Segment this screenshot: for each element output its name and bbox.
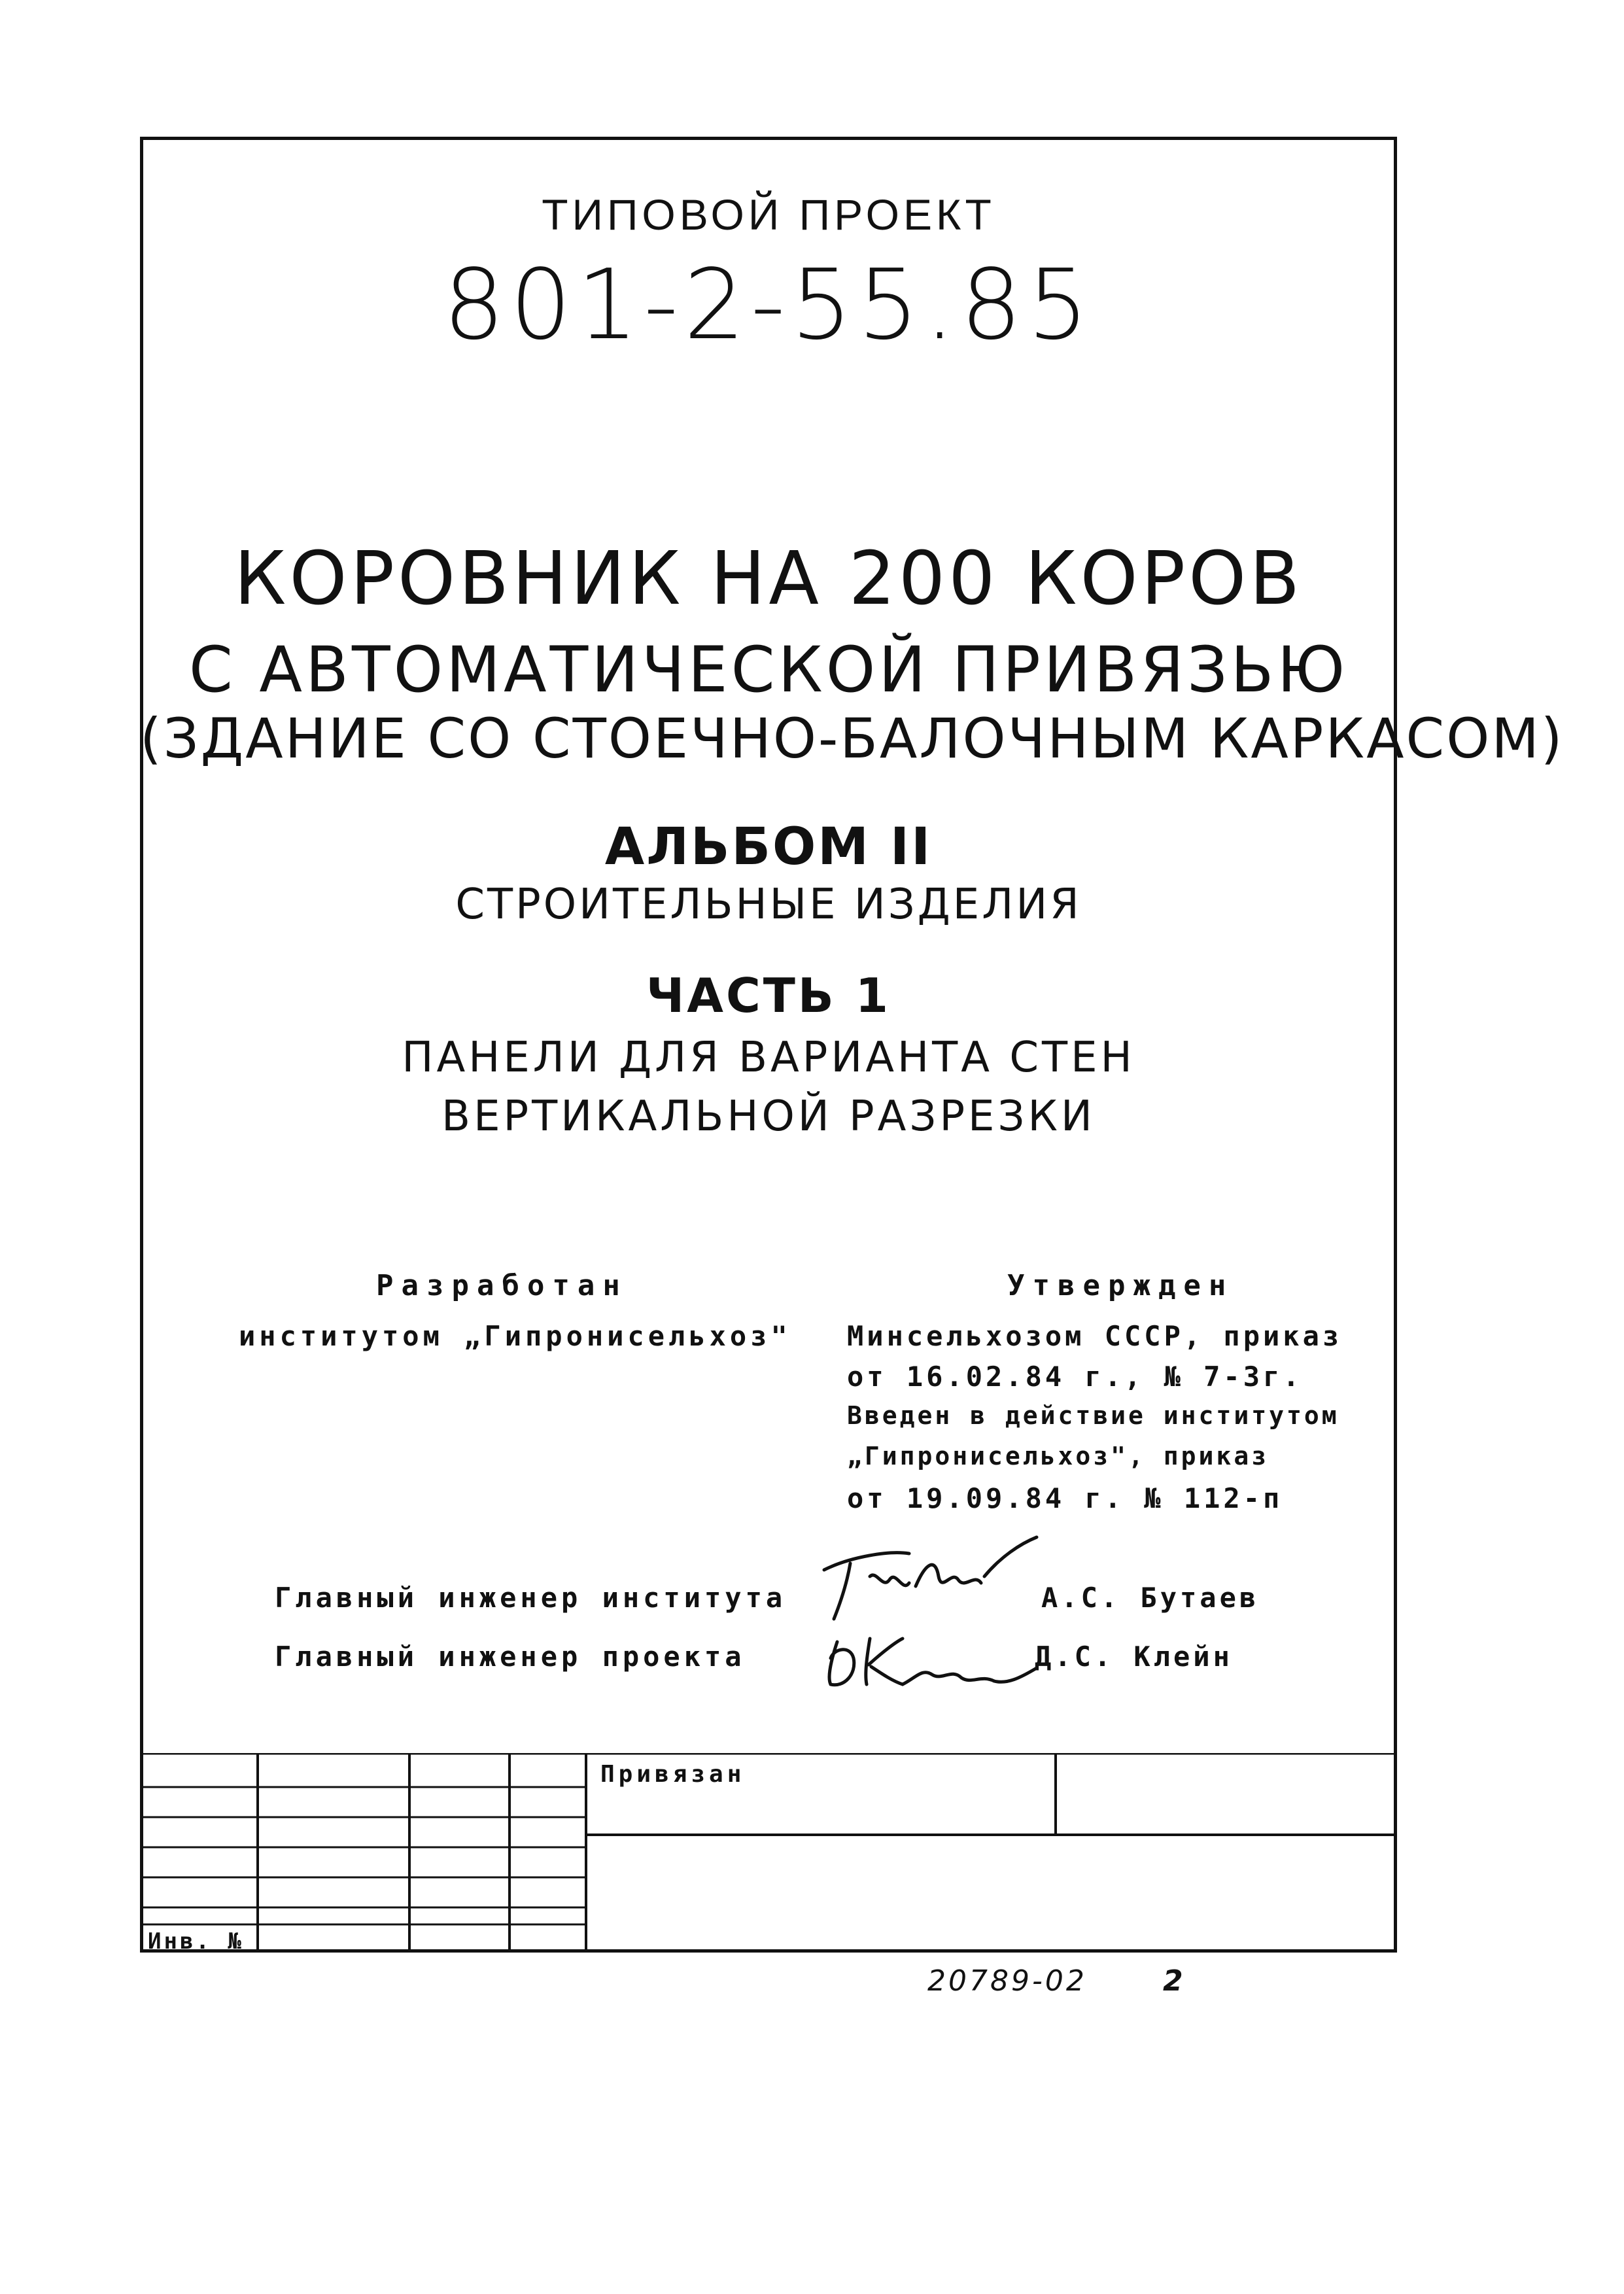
title-line-2: С АВТОМАТИЧЕСКОЙ ПРИВЯЗЬЮ [188, 633, 1349, 706]
album-subtitle: СТРОИТЕЛЬНЫЕ ИЗДЕЛИЯ [455, 880, 1082, 929]
project-type: ТИПОВОЙ ПРОЕКТ [542, 190, 995, 239]
signature-name-2: Д.С. Клейн [1035, 1641, 1233, 1673]
title-line-1: КОРОВНИК НА 200 КОРОВ [233, 536, 1304, 621]
signature-name-1: А.С. Бутаев [1041, 1582, 1260, 1614]
project-number: 801-2-55.85 [443, 249, 1094, 361]
album-label: АЛЬБОМ II [604, 818, 933, 877]
signature-role-1: Главный инженер института [275, 1582, 787, 1614]
footer-code: 20789-02 [927, 1964, 1087, 1998]
stamp-table [140, 1753, 1397, 1953]
footer-sheet-number: 2 [1163, 1964, 1186, 1998]
part-label: ЧАСТЬ 1 [646, 968, 891, 1023]
inventory-label: Инв. № [148, 1928, 244, 1955]
binding-label: Привязан [600, 1761, 746, 1788]
signature-role-2: Главный инженер проекта [275, 1641, 746, 1673]
part-subtitle-line-1: ПАНЕЛИ ДЛЯ ВАРИАНТА СТЕН [402, 1034, 1135, 1082]
part-subtitle-line-2: ВЕРТИКАЛЬНОЙ РАЗРЕЗКИ [441, 1092, 1096, 1141]
handwritten-signature-2 [811, 1622, 1046, 1701]
approved-line-3: Введен в действие институтом [847, 1401, 1339, 1430]
title-line-3: (ЗДАНИЕ СО СТОЕЧНО-БАЛОЧНЫМ КАРКАСОМ) [140, 706, 1564, 771]
approved-line-2: от 16.02.84 г., № 7-3г. [847, 1361, 1303, 1393]
approved-line-4: „Гипронисельхоз", приказ [847, 1442, 1270, 1470]
approved-heading: Утвержден [1007, 1269, 1234, 1302]
approved-line-5: от 19.09.84 г. № 112-п [847, 1482, 1283, 1514]
approved-line-1: Минсельхозом СССР, приказ [847, 1320, 1343, 1352]
handwritten-signature-1 [811, 1531, 1046, 1629]
developed-by: институтом „Гипронисельхоз" [239, 1320, 791, 1352]
developed-heading: Разработан [376, 1269, 628, 1302]
